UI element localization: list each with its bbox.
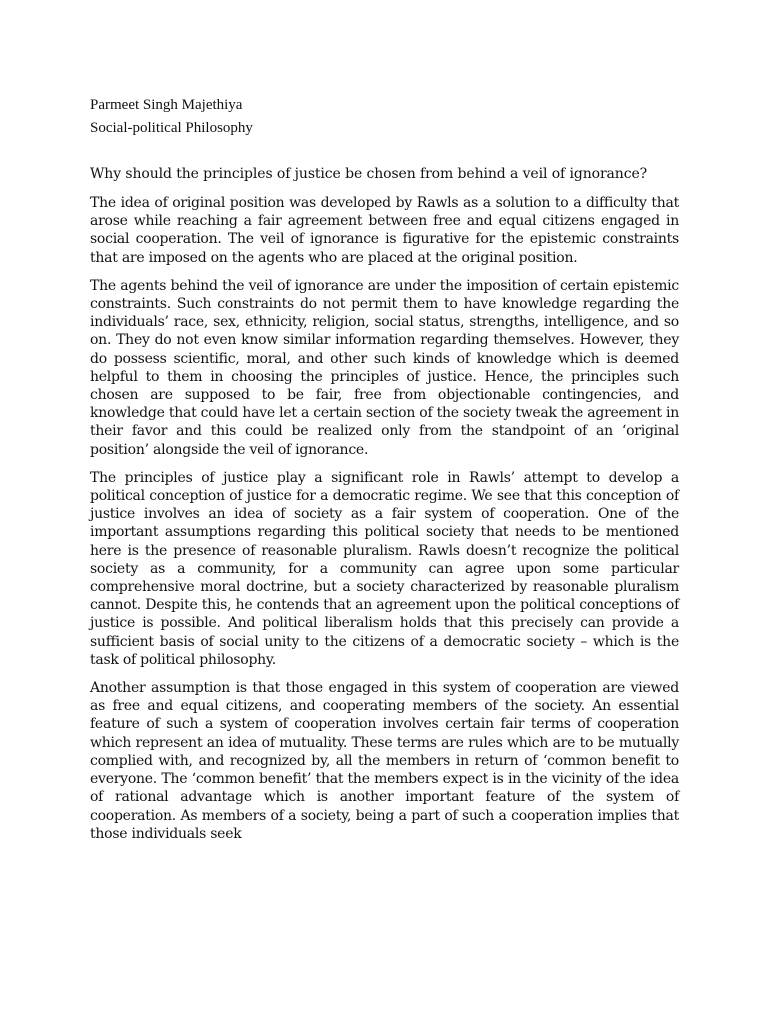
essay-question: Why should the principles of justice be chosen from behind a veil of ignorance? xyxy=(90,166,648,182)
author-name: Parmeet Singh Majethiya xyxy=(90,97,243,113)
paragraph-4: Another assumption is that those engaged in this system of cooperation are viewed as free and equal citizens, and cooperating members of the society. An essential feature of such a system of cooperation involves certain fair terms of cooperation which represent an idea of mutuality. These terms are rules which are to be mutually complied with, and recognized by, all the members in return of ‘common benefit to everyone. The ‘common benefit’ that the members expect is in the vicinity of the idea of rational advantage which is another important feature of the system of cooperation. As members of a society, being a part of such a cooperation implies that those individuals seek xyxy=(90,680,679,842)
course-name: Social-political Philosophy xyxy=(90,120,253,136)
paragraph-1: The idea of original position was developed by Rawls as a solution to a difficulty that arose while reaching a fair agreement between free and equal citizens engaged in social cooperation. The veil of ignorance is figurative for the epistemic constraints that are imposed on the agents who are placed at the original position. xyxy=(90,195,679,266)
paragraph-2: The agents behind the veil of ignorance are under the imposition of certain epistemic constraints. Such constraints do not permit them to have knowledge regarding the individuals’ race, sex, ethnicity, religion, social status, strengths, intelligence, and so on. They do not even know similar information regarding themselves. However, they do possess scientific, moral, and other such kinds of knowledge which is deemed helpful to them in choosing the principles of justice. Hence, the principles such chosen are supposed to be fair, free from objectionable contingencies, and knowledge that could have let a certain section of the society tweak the agreement in their favor and this could be realized only from the standpoint of an ‘original position’ alongside the veil of ignorance. xyxy=(90,277,679,458)
document-header xyxy=(90,94,253,140)
paragraph-3: The principles of justice play a significant role in Rawls’ attempt to develop a political conception of justice for a democratic regime. We see that this conception of justice involves an idea of society as a fair system of cooperation. One of the important assumptions regarding this political society that needs to be mentioned here is the presence of reasonable pluralism. Rawls doesn’t recognize the political society as a community, for a community can agree upon some particular comprehensive moral doctrine, but a society characterized by reasonable pluralism cannot. Despite this, he contends that an agreement upon the political conceptions of justice is possible. And political liberalism holds that this precisely can provide a sufficient basis of social unity to the citizens of a democratic society – which is the task of political philosophy. xyxy=(90,469,679,668)
essay-body xyxy=(90,194,679,853)
